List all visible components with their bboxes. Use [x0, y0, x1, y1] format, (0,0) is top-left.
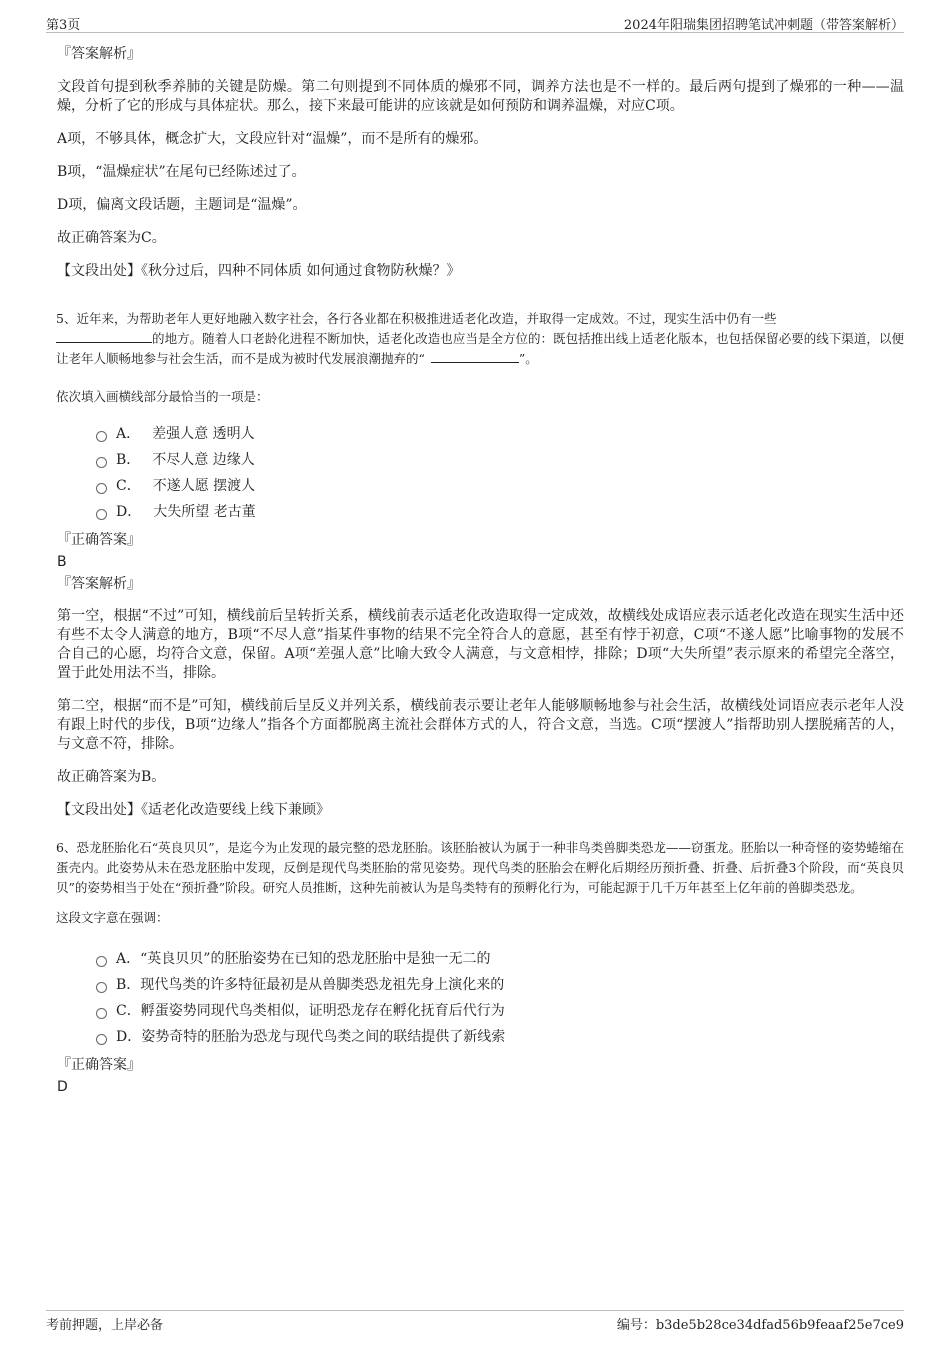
question-5-options — [96, 421, 904, 525]
radio-icon[interactable] — [96, 956, 107, 967]
option-label: B． — [116, 452, 141, 468]
option-b[interactable] — [96, 447, 904, 473]
option-text: 现代鸟类的许多特征最初是从兽脚类恐龙祖先身上演化来的 — [140, 977, 505, 993]
document-title: 2024年阳瑞集团招聘笔试冲刺题（带答案解析） — [623, 18, 904, 33]
correct-answer-tag: 『正确答案』 — [57, 1057, 141, 1073]
question-5-text — [56, 309, 904, 369]
radio-icon[interactable] — [96, 431, 107, 442]
option-text: 不遂人愿 摆渡人 — [152, 478, 256, 494]
option-label: B． — [116, 977, 141, 993]
analysis-tag: 『答案解析』 — [57, 46, 141, 62]
page-header — [46, 14, 904, 33]
question-6-options — [96, 946, 904, 1050]
analysis-tag: 『答案解析』 — [57, 576, 141, 592]
option-label: A． — [116, 951, 141, 967]
fill-blank-2 — [431, 350, 519, 363]
radio-icon[interactable] — [96, 483, 107, 494]
analysis-conclusion: 故正确答案为B。 — [57, 769, 166, 785]
option-label: C． — [116, 1003, 141, 1019]
option-text: 姿势奇特的胚胎为恐龙与现代鸟类之间的联结提供了新线索 — [141, 1029, 506, 1045]
analysis-paragraph-2: 第二空，根据“而不是”可知，横线前后呈反义并列关系，横线前表示要让老年人能够顺畅地参与社会生活，故横线处词语应表示老年人没有跟上时代的步伐，B项“边缘人”指各个方面都脱离主流社会群体方式的人，符合文意，当选。C项“摆渡人”指帮助别人摆脱痛苦的人，与文意不符，排除。 — [57, 698, 904, 752]
question-6-text: 6、恐龙胚胎化石“英良贝贝”，是迄今为止发现的最完整的恐龙胚胎。该胚胎被认为属于一种非鸟类兽脚类恐龙——窃蛋龙。胚胎以一种奇怪的姿势蜷缩在蛋壳内。此姿势从未在恐龙胚胎中发现，反倒是现代鸟类胚胎的常见姿势。现代鸟类的胚胎会在孵化后期经历预折叠、折叠、后折叠3个阶段，而“英良贝贝”的姿势相当于处在“预折叠”阶段。研究人员推断，这种先前被认为是鸟类特有的预孵化行为，可能起源于几千万年甚至上亿年前的兽脚类恐龙。 — [56, 840, 904, 895]
option-label: D． — [116, 504, 142, 520]
radio-icon[interactable] — [96, 1034, 107, 1045]
correct-answer-value: B — [57, 554, 67, 570]
question-5-part3: ”。 — [518, 351, 538, 366]
analysis-option-a: A项，不够具体，概念扩大，文段应针对“温燥”，而不是所有的燥邪。 — [57, 131, 488, 147]
analysis-option-d: D项，偏离文段话题，主题词是“温燥”。 — [57, 197, 307, 213]
radio-icon[interactable] — [96, 457, 107, 468]
radio-icon[interactable] — [96, 982, 107, 993]
analysis-paragraph: 文段首句提到秋季养肺的关键是防燥。第二句则提到不同体质的燥邪不同，调养方法也是不一样的。最后两句提到了燥邪的一种——温燥，分析了它的形成与具体症状。那么，接下来最可能讲的应该就是如何预防和调养温燥，对应C项。 — [57, 79, 904, 114]
option-label: A． — [116, 426, 141, 442]
analysis-option-b: B项，“温燥症状”在尾句已经陈述过了。 — [57, 164, 306, 180]
document-id: 编号：b3de5b28ce34dfad56b9feaaf25e7ce9 — [616, 1318, 904, 1333]
option-d[interactable] — [96, 1024, 904, 1050]
option-text: 差强人意 透明人 — [152, 426, 255, 442]
option-a[interactable] — [96, 946, 904, 972]
correct-answer-value: D — [57, 1079, 68, 1095]
page-content — [46, 44, 904, 1100]
question-5-prompt: 依次填入画横线部分最恰当的一项是： — [56, 389, 269, 404]
footer-slogan: 考前押题，上岸必备 — [46, 1318, 164, 1333]
radio-icon[interactable] — [96, 1008, 107, 1019]
option-c[interactable] — [96, 473, 904, 499]
option-label: D． — [116, 1029, 142, 1045]
analysis-conclusion: 故正确答案为C。 — [57, 230, 166, 246]
page-footer — [46, 1310, 904, 1331]
question-5-part1: 5、近年来，为帮助老年人更好地融入数字社会，各行各业都在积极推进适老化改造，并取得一定成效。不过，现实生活中仍有一些 — [56, 311, 777, 326]
question-6-prompt: 这段文字意在强调： — [56, 910, 169, 925]
option-label: C． — [116, 478, 141, 494]
analysis-paragraph-1: 第一空，根据“不过”可知，横线前后呈转折关系，横线前表示适老化改造取得一定成效，故横线处成语应表示适老化改造在现实生活中还有些不太令人满意的地方，B项“不尽人意”指某件事物的结果不完全符合人的意愿，甚至有悖于初意，C项“不遂人愿”比喻事物的发展不合自己的心愿，均符合文意，保留。A项“差强人意”比喻大致令人满意，与文意相悖，排除；D项“大失所望”表示原来的希望完全落空，置于此处用法不当，排除。 — [57, 608, 904, 681]
option-b[interactable] — [96, 972, 904, 998]
correct-answer-tag: 『正确答案』 — [57, 532, 141, 548]
option-c[interactable] — [96, 998, 904, 1024]
fill-blank-1 — [56, 330, 152, 343]
radio-icon[interactable] — [96, 509, 107, 520]
option-text: 不尽人意 边缘人 — [152, 452, 255, 468]
option-a[interactable] — [96, 421, 904, 447]
question-5-part2: 的地方。随着人口老龄化进程不断加快，适老化改造也应当是全方位的：既包括推出线上适老化版本，也包括保留必要的线下渠道，以便让老年人顺畅地参与社会生活，而不是成为被时代发展浪潮抛弃的“ — [56, 331, 904, 366]
source-citation: 【文段出处】《适老化改造要线上线下兼顾》 — [57, 802, 330, 818]
option-text: 大失所望 老古董 — [153, 504, 256, 520]
option-d[interactable] — [96, 499, 904, 525]
page-number: 第3页 — [46, 18, 81, 33]
option-text: “英良贝贝”的胚胎姿势在已知的恐龙胚胎中是独一无二的 — [140, 951, 491, 967]
source-citation: 【文段出处】《秋分过后，四种不同体质 如何通过食物防秋燥？》 — [57, 263, 461, 279]
option-text: 孵蛋姿势同现代鸟类相似，证明恐龙存在孵化抚育后代行为 — [140, 1003, 505, 1019]
